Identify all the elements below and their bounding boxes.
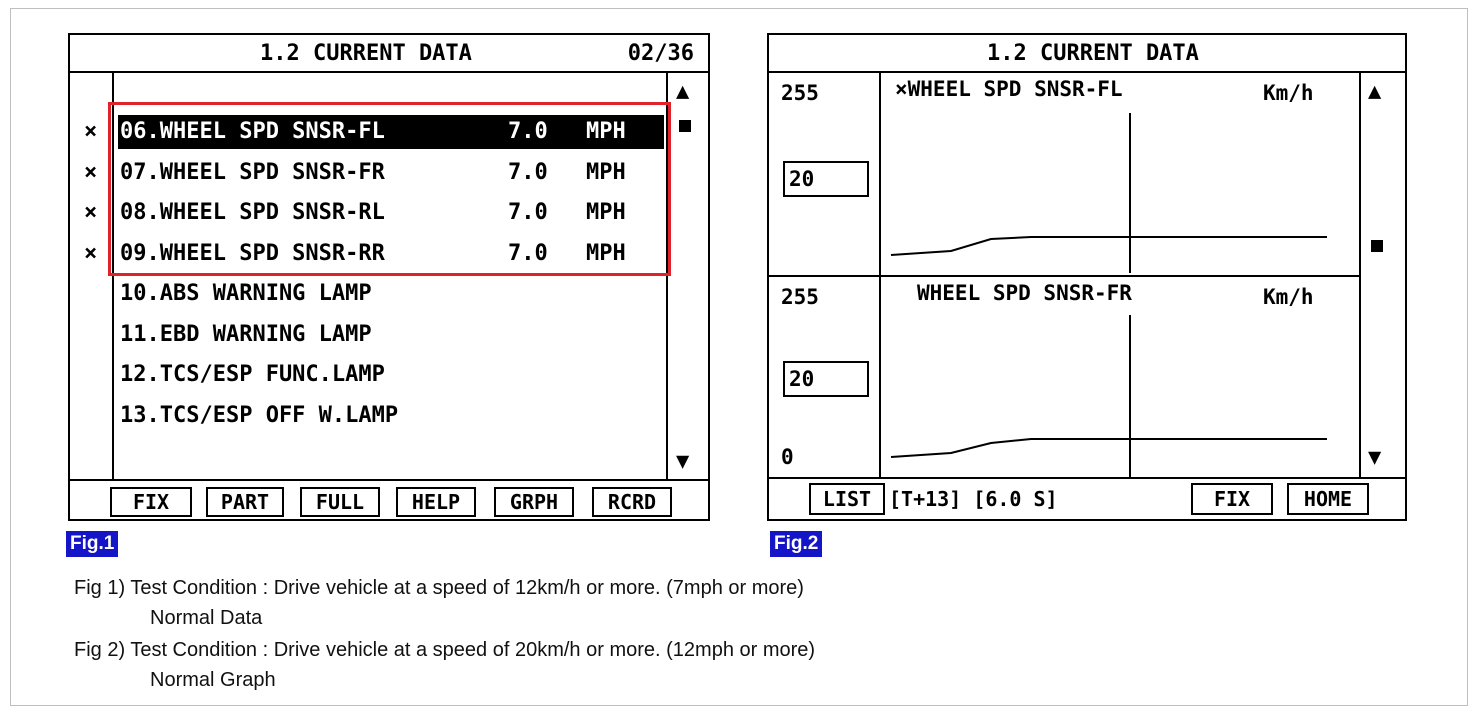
grph-button[interactable]: GRPH [494, 487, 574, 517]
current-data-graph-screen [767, 33, 1407, 521]
graph2-scale-input[interactable]: 20 [783, 361, 869, 397]
item-value: 7.0 [508, 200, 548, 225]
item-name: 08.WHEEL SPD SNSR-RL [120, 200, 385, 225]
scroll-down-icon[interactable]: ▼ [676, 449, 690, 474]
selected-mark-icon: × [84, 241, 98, 266]
screen-title: 1.2 CURRENT DATA [260, 41, 472, 66]
item-name: 09.WHEEL SPD SNSR-RR [120, 241, 385, 266]
item-name: 07.WHEEL SPD SNSR-FR [120, 160, 385, 185]
highlight-box [108, 102, 671, 276]
screen-title: 1.2 CURRENT DATA [987, 41, 1199, 66]
graph1-unit: Km/h [1263, 81, 1314, 105]
caption-fig2: Fig 2) Test Condition : Drive vehicle at a speed of 20km/h or more. (12mph or more) [74, 639, 816, 661]
graph1-scale-input[interactable]: 20 [783, 161, 869, 197]
list-button[interactable]: LIST [809, 483, 885, 515]
time-status: [T+13] [6.0 S] [889, 487, 1058, 511]
fig1-tag: Fig.1 [66, 531, 118, 557]
item-unit: MPH [586, 160, 626, 185]
screen-title-bar [70, 35, 708, 73]
item-value: 7.0 [508, 241, 548, 266]
item-value: 7.0 [508, 160, 548, 185]
divider [769, 477, 1405, 479]
scroll-up-icon[interactable]: ▲ [676, 79, 690, 104]
graph2-plot [881, 309, 1359, 477]
divider [70, 479, 708, 481]
graph2-max-label: 255 [781, 285, 819, 309]
screen-title-bar [769, 35, 1405, 73]
page-counter: 02/36 [627, 41, 694, 66]
rcrd-button[interactable]: RCRD [592, 487, 672, 517]
home-button[interactable]: HOME [1287, 483, 1369, 515]
help-button[interactable]: HELP [396, 487, 476, 517]
divider [769, 275, 1359, 277]
graph2-signal-label: WHEEL SPD SNSR-FR [917, 281, 1132, 305]
graph2-unit: Km/h [1263, 285, 1314, 309]
graph1-signal-label: ×WHEEL SPD SNSR-FL [895, 77, 1123, 101]
scroll-down-icon[interactable]: ▼ [1368, 445, 1382, 470]
item-name: 10.ABS WARNING LAMP [120, 281, 372, 306]
caption-fig1-sub: Normal Data [150, 607, 263, 629]
caption-fig1: Fig 1) Test Condition : Drive vehicle at a speed of 12km/h or more. (7mph or more) [74, 577, 804, 599]
selected-mark-icon: × [84, 119, 98, 144]
item-name: 12.TCS/ESP FUNC.LAMP [120, 362, 385, 387]
graph1-max-label: 255 [781, 81, 819, 105]
selected-mark-icon: × [84, 200, 98, 225]
caption-fig2-sub: Normal Graph [150, 669, 276, 691]
fig2-tag: Fig.2 [770, 531, 822, 557]
item-unit: MPH [586, 200, 626, 225]
fix-button[interactable]: FIX [1191, 483, 1273, 515]
graph1-plot [881, 105, 1359, 273]
item-name: 11.EBD WARNING LAMP [120, 322, 372, 347]
item-name: 06.WHEEL SPD SNSR-FL [120, 119, 385, 144]
scroll-thumb[interactable] [679, 120, 691, 132]
item-unit: MPH [586, 119, 626, 144]
graph2-min-label: 0 [781, 445, 794, 469]
full-button[interactable]: FULL [300, 487, 380, 517]
item-unit: MPH [586, 241, 626, 266]
fix-button[interactable]: FIX [110, 487, 192, 517]
scroll-thumb[interactable] [1371, 240, 1383, 252]
divider [1359, 73, 1361, 479]
part-button[interactable]: PART [206, 487, 284, 517]
item-name: 13.TCS/ESP OFF W.LAMP [120, 403, 399, 428]
selected-mark-icon: × [84, 160, 98, 185]
item-value: 7.0 [508, 119, 548, 144]
scroll-up-icon[interactable]: ▲ [1368, 79, 1382, 104]
